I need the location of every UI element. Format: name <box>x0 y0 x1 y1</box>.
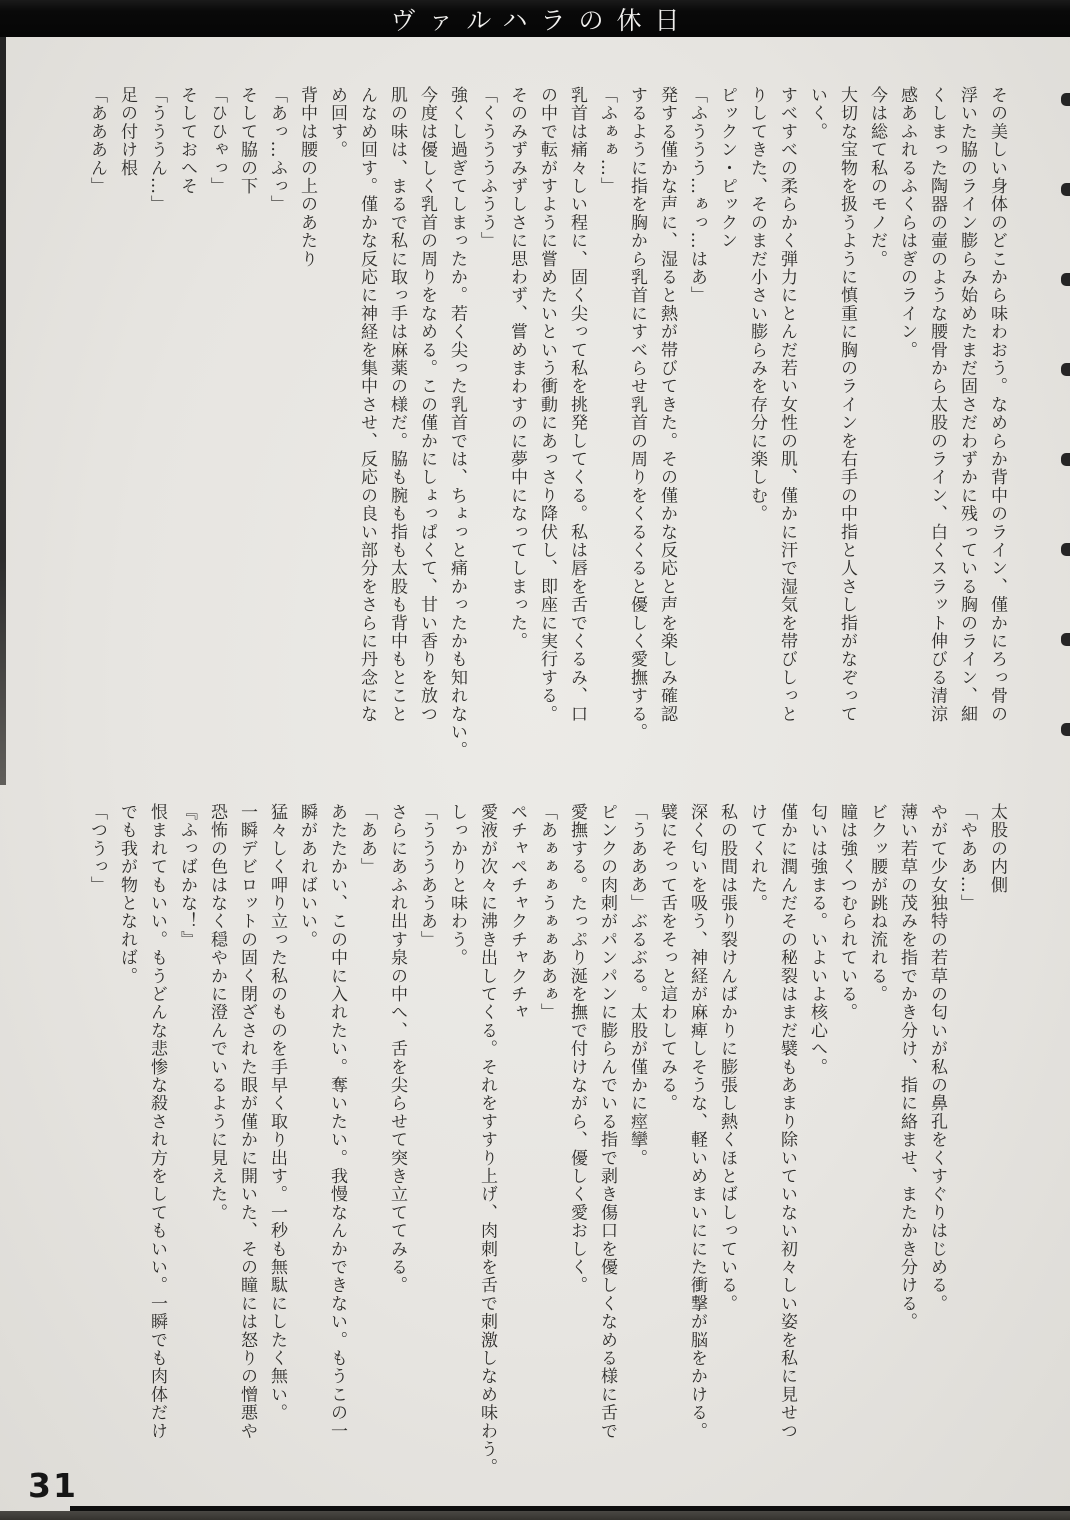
page-number: 31 <box>28 1466 78 1505</box>
binding-mark <box>1061 93 1070 106</box>
text-column: 一瞬デビロットの固く閉ざされた眼が僅かに開いた、その瞳には怒りの憎悪や <box>237 803 257 1440</box>
text-column: 太股の内側 <box>987 803 1007 894</box>
text-column: め回す。 <box>327 86 347 159</box>
binding-mark <box>1061 453 1070 466</box>
text-column: やがて少女独特の若草の匂いが私の鼻孔をくすぐりはじめる。 <box>927 803 947 1313</box>
text-column: 愛撫する。たっぷり涎を撫で付けながら、優しく愛おしく。 <box>567 803 587 1295</box>
text-column: 「ひひゃっ」 <box>207 86 227 196</box>
text-column: 発する僅かな声に、湿ると熱が帯びてきた。その僅かな反応と声を楽しみ確認 <box>657 86 677 723</box>
text-column: あたたかい、この中に入れたい。奪いたい。我慢なんかできない。もうこの一 <box>327 803 347 1440</box>
text-column: の中で転がすように嘗めたいという衝動にあっさり降伏し、即座に実行する。 <box>537 86 557 723</box>
text-column: ピックン・ピックン <box>717 86 737 250</box>
text-column: ペチャペチャクチャクチャ <box>507 803 527 1022</box>
scan-bottom-edge <box>0 1511 1070 1520</box>
text-column: 猛々しく呷り立った私のものを手早く取り出す。一秒も無駄にしたく無い。 <box>267 803 287 1422</box>
page-title: ヴァルハラの休日 <box>390 5 693 35</box>
text-column: 「くうううふうう」 <box>477 86 497 250</box>
text-column: 「つうっ」 <box>87 803 107 894</box>
top-text-block <box>82 86 1012 786</box>
binding-mark <box>1061 543 1070 556</box>
text-column: 「ああ」 <box>357 803 377 876</box>
text-column: 「あああん」 <box>87 86 107 196</box>
text-column: ピンクの肉刺がパンパンに膨らんでいる指で剥き傷口を優しくなめる様に舌で <box>597 803 617 1440</box>
text-column: 肌の味は、まるで私に取っ手は麻薬の様だ。脇も腕も指も太股も背中もとこと <box>387 86 407 723</box>
text-column: 「うあああ」ぶるぶる。太股が僅かに痙攣。 <box>627 803 647 1167</box>
text-column: 強くし過ぎてしまったか。若く尖った乳首では、ちょっと痛かったかも知れない。 <box>447 86 467 760</box>
text-column: 僅かに潤んだその秘裂はまだ襞もあまり除いていない初々しい姿を私に見せつ <box>777 803 797 1440</box>
text-column: 浮いた脇のライン膨らみ始めたまだ固さだわずかに残っている胸のライン、細 <box>957 86 977 723</box>
text-column: 今度は優しく乳首の周りをなめる。この僅かにしょっぱくて、甘い香りを放つ <box>417 86 437 723</box>
text-column: 恐怖の色はなく穏やかに澄んでいるように見えた。 <box>207 803 227 1222</box>
text-column: さらにあふれ出す泉の中へ、舌を尖らせて突き立ててみる。 <box>387 803 407 1295</box>
text-column: すべすべの柔らかく弾力にとんだ若い女性の肌、僅かに汗で湿気を帯びしっと <box>777 86 797 723</box>
binding-mark <box>1061 273 1070 286</box>
binding-mark <box>1061 633 1070 646</box>
text-column: 「あぁぁぁうぁぁああぁ」 <box>537 803 557 1022</box>
text-column: くしまった陶器の壷のような腰骨から太股のライン、白くスラット伸びる清涼 <box>927 86 947 723</box>
text-column: そのみずみずしさに思わず、嘗めまわすのに夢中になってしまった。 <box>507 86 527 651</box>
text-column: 薄い若草の茂みを指でかき分け、指に絡ませ、またかき分ける。 <box>897 803 917 1331</box>
text-column: そして脇の下 <box>237 86 257 196</box>
text-column: 「ふぁぁ…」 <box>597 86 617 196</box>
text-column: そしておへそ <box>177 86 197 196</box>
binding-mark <box>1061 183 1070 196</box>
text-column: 乳首は痛々しい程に、固く尖って私を挑発してくる。私は唇を舌でくるみ、口 <box>567 86 587 723</box>
text-column: 「やああ…」 <box>957 803 977 913</box>
text-column: ビクッ腰が跳ね流れる。 <box>867 803 887 1004</box>
text-column: しっかりと味わう。 <box>447 803 467 967</box>
text-column: 私の股間は張り裂けんばかりに膨張し熱くほとばしっている。 <box>717 803 737 1313</box>
text-column: 「うううん…」 <box>147 86 167 214</box>
text-column: 今は総て私のモノだ。 <box>867 86 887 268</box>
text-column: 大切な宝物を扱うように慎重に胸のラインを右手の中指と人さし指がなぞって <box>837 86 857 723</box>
text-column: 足の付け根 <box>117 86 137 177</box>
text-column: いく。 <box>807 86 827 141</box>
text-column: 深く匂いを吸う、神経が麻痺しそうな、軽いめまいににた衝撃が脳をかける。 <box>687 803 707 1440</box>
text-column: でも我が物となれば。 <box>117 803 137 985</box>
scan-left-edge <box>0 37 6 785</box>
text-column: 「あっ…ふっ」 <box>267 86 287 214</box>
binding-mark <box>1061 363 1070 376</box>
text-column: 「うううあうあ」 <box>417 803 437 949</box>
text-column: 愛液が次々に沸き出してくる。それをすすり上げ、肉刺を舌で刺激しなめ味わう。 <box>477 803 497 1477</box>
text-column: その美しい身体のどこから味わおう。なめらか背中のライン、僅かにろっ骨の <box>987 86 1007 723</box>
text-column: 『ふっばかな！』 <box>177 803 197 949</box>
text-column: するように指を胸から乳首にすべらせ乳首の周りをくるくると優しく愛撫する。 <box>627 86 647 742</box>
text-column: 背中は腰の上のあたり <box>297 86 317 268</box>
text-column: けてくれた。 <box>747 803 767 913</box>
text-column: 瞬があればいい。 <box>297 803 317 949</box>
text-column: んなめ回す。僅かな反応に神経を集中させ、反応の良い部分をさらに丹念にな <box>357 86 377 723</box>
text-column: 「ふううう…ぁっ…はあ」 <box>687 86 707 305</box>
text-column: 匂いは強まる。いよいよ核心へ。 <box>807 803 827 1076</box>
text-column: 恨まれてもいい。もうどんな悲惨な殺され方をしてもいい。一瞬でも肉体だけ <box>147 803 167 1440</box>
bottom-text-block <box>82 803 1012 1508</box>
text-column: 瞳は強くつむられている。 <box>837 803 857 1022</box>
text-column: 感あふれるふくらはぎのライン。 <box>897 86 917 359</box>
text-column: 襞にそって舌をそっと這わしてみる。 <box>657 803 677 1113</box>
text-column: りしてきた、そのまだ小さい膨らみを存分に楽しむ。 <box>747 86 767 523</box>
title-banner <box>0 0 1070 37</box>
binding-mark <box>1061 723 1070 736</box>
